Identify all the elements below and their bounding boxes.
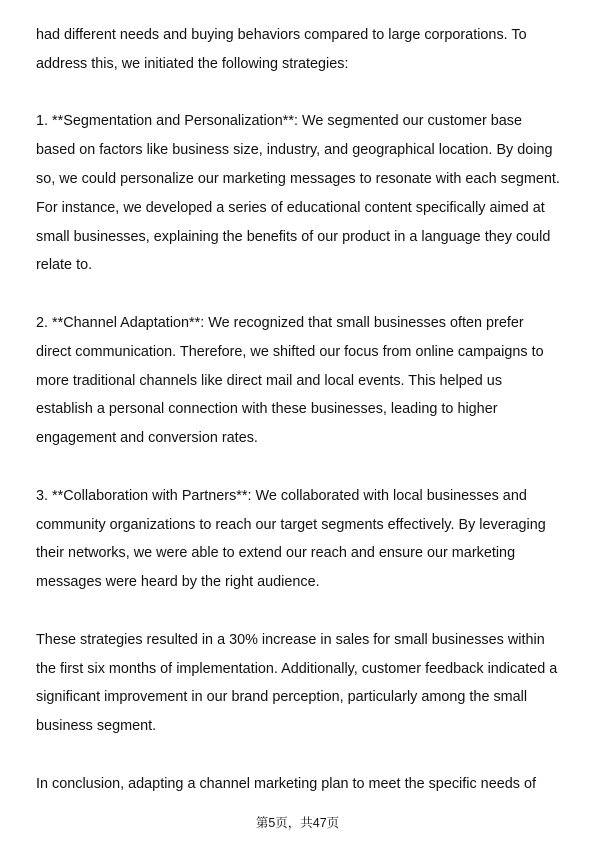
text-line: had different needs and buying behaviors compared to large corporations. To — [36, 27, 527, 43]
text-line: their networks, we were able to extend our reach and ensure our marketing — [36, 545, 516, 562]
page-number-footer: 第5页，共47页 — [255, 816, 340, 830]
blank-line — [36, 601, 566, 630]
text-line: In conclusion, adapting a channel marketing plan to meet the specific needs of — [36, 775, 536, 792]
text-line: messages were heard by the right audience. — [36, 574, 320, 591]
blank-line — [36, 457, 566, 486]
text-line: business segment. — [36, 718, 157, 735]
text-line: significant improvement in our brand perception, particularly among the small — [36, 689, 528, 706]
text-line: establish a personal connection with these businesses, leading to higher — [36, 401, 498, 418]
text-line: engagement and conversion rates. — [36, 430, 258, 447]
text-line: 1. **Segmentation and Personalization**: We segmented our customer base — [36, 113, 523, 130]
text-line: more traditional channels like direct mail and local events. This helped us — [36, 372, 503, 389]
blank-line — [36, 284, 566, 313]
blank-line — [36, 83, 566, 112]
blank-line — [36, 745, 566, 774]
text-line: 2. **Channel Adaptation**: We recognized that small businesses often prefer — [36, 314, 524, 331]
text-line: address this, we initiated the following strategies: — [36, 55, 349, 72]
text-line: direct communication. Therefore, we shifted our focus from online campaigns to — [36, 343, 544, 360]
text-line: the first six months of implementation. Additionally, customer feedback indicated a — [36, 660, 558, 677]
text-line: These strategies resulted in a 30% increase in sales for small businesses within — [36, 631, 545, 648]
text-line: based on factors like business size, industry, and geographical location. By doing — [36, 142, 553, 159]
document-body — [36, 25, 566, 803]
text-line: 3. **Collaboration with Partners**: We collaborated with local businesses and — [36, 487, 527, 504]
text-line: community organizations to reach our target segments effectively. By leveraging — [36, 516, 546, 533]
text-line: relate to. — [36, 257, 93, 274]
text-line: small businesses, explaining the benefits of our product in a language they could — [36, 228, 551, 245]
text-line: so, we could personalize our marketing messages to resonate with each segment. — [36, 170, 560, 187]
text-line: For instance, we developed a series of educational content specifically aimed at — [36, 199, 545, 216]
